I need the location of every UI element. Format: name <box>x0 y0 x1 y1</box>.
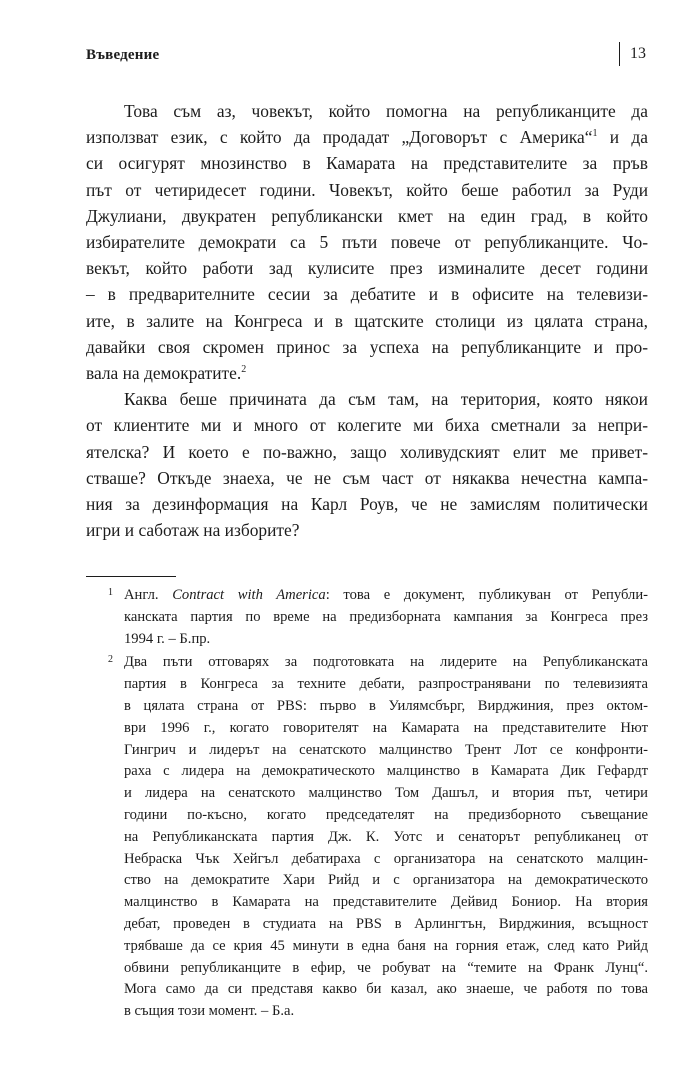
footnote-line: Мога само да си представя какво би казал, ако знаеше, че работя по това <box>124 981 648 998</box>
text-line: давайки своя скромен принос за успеха на републиканците и про- <box>86 336 648 357</box>
footnote-line: Англ. Contract with America: това е документ, публикуван от Републи- <box>124 587 648 603</box>
footnote-1 <box>86 585 648 650</box>
footnote-line: и лидера на сенатското малцинство Том Дашъл, и втория път, четири <box>124 785 648 802</box>
text-line: използват език, с който да продадат „Договорът с Америка“$^1$ и да <box>86 127 648 148</box>
text-line: от клиентите ми и много от колегите ми биха сметнали за непри- <box>86 415 648 436</box>
text-line: стваше? Откъде знаеха, че не съм част от някаква нечестна кампа- <box>86 467 648 488</box>
footnote-2 <box>86 652 648 1023</box>
running-head: Въведение <box>86 47 160 63</box>
footnote-line: партия в Конгреса за техните дебати, разпространявани по телевизията <box>124 676 648 693</box>
footnotes <box>86 585 648 1023</box>
footnote-line: Гингрич и лидерът на сенатското малцинство Трент Лот се конфронти- <box>124 741 648 758</box>
footnote-line: ври 1996 г., когато говорителят на Камарата на представителите Нют <box>124 719 648 736</box>
footnote-line: 1994 г. – Б.пр. <box>124 630 211 647</box>
footnote-line: на Републиканската партия Дж. К. Уотс и сенаторът републиканец от <box>124 828 648 845</box>
footnote-separator <box>86 576 176 577</box>
page-number <box>619 42 646 66</box>
paragraph-2 <box>86 386 648 543</box>
text-line: си осигурят мнозинство в Камарата на представителите за пръв <box>86 153 648 174</box>
footnote-number: 2 <box>108 654 113 666</box>
folio-divider <box>619 42 620 66</box>
text-line: ния за дезинформация на Карл Роув, че не замислям политически <box>86 494 648 515</box>
text-line: – в предварителните сесии за дебатите и в офисите на телевизи- <box>86 284 648 305</box>
footnote-number: 1 <box>108 587 113 598</box>
footnote-ref-1[interactable]: 1 <box>592 128 598 140</box>
text-line: ятелска? И което е по-важно, защо холивудският елит ме привет- <box>86 441 648 462</box>
footnote-line: обвини републиканците в ефир, че робуват на “темите на Франк Лунц“. <box>124 959 648 976</box>
paragraph-1 <box>86 98 648 386</box>
footnote-line: малцинство в Камарата на представителите Дейвид Бониор. На втория <box>124 894 648 911</box>
text-line: път от четиридесет години. Човекът, който беше работил за Руди <box>86 179 648 200</box>
text-line: векът, който работи зад кулисите през изминалите десет години <box>86 258 648 279</box>
footnote-ref-2[interactable]: 2 <box>241 364 247 376</box>
text-line: Това съм аз, човекът, който помогна на републиканците да <box>124 101 648 121</box>
footnote-line: раха с лидера на демократическото малцинство в Камарата Дик Гефардт <box>124 763 648 780</box>
page-number-value: 13 <box>630 45 646 62</box>
text-line: избирателите демократи са 5 пъти повече от републиканците. Чо- <box>86 232 648 253</box>
footnote-line: ство на демократите Хари Рийд и с организатора на демократическото <box>124 872 648 889</box>
footnote-line: в цялата страна от PBS: първо в Уилямсбърг, Вирджиния, през октом- <box>124 697 648 714</box>
text-line: игри и саботаж на изборите? <box>86 520 300 541</box>
footnote-line: дебат, проведен в студиата на PBS в Арлингтън, Вирджиния, всъщност <box>124 915 648 932</box>
text-line: Джулиани, двукратен републикански кмет на един град, в който <box>86 205 648 226</box>
main-text <box>86 98 648 543</box>
footnote-line: години по-късно, когато председателят на предизборното съвещание <box>124 806 648 823</box>
text-line: вала на демократите.$^2$ <box>86 363 247 384</box>
text-line: Каква беше причината да съм там, на територия, която някои <box>124 389 648 410</box>
footnote-line: Небраска Чък Хейгъл дебатираха с организатора на сенатското малцин- <box>124 850 648 867</box>
text-line: ите, в залите на Конгреса и в щатските столици из цялата страна, <box>86 310 648 331</box>
footnote-line: в същия този момент. – Б.а. <box>124 1003 295 1020</box>
footnote-line: трябваше да се крия 45 минути в една баня на горния етаж, след като Рийд <box>124 937 648 954</box>
footnote-line: Два пъти отговарях за подготовката на лидерите на Републиканската <box>124 654 648 671</box>
footnote-line: канската партия по време на предизборната кампания за Конгреса през <box>124 608 648 625</box>
